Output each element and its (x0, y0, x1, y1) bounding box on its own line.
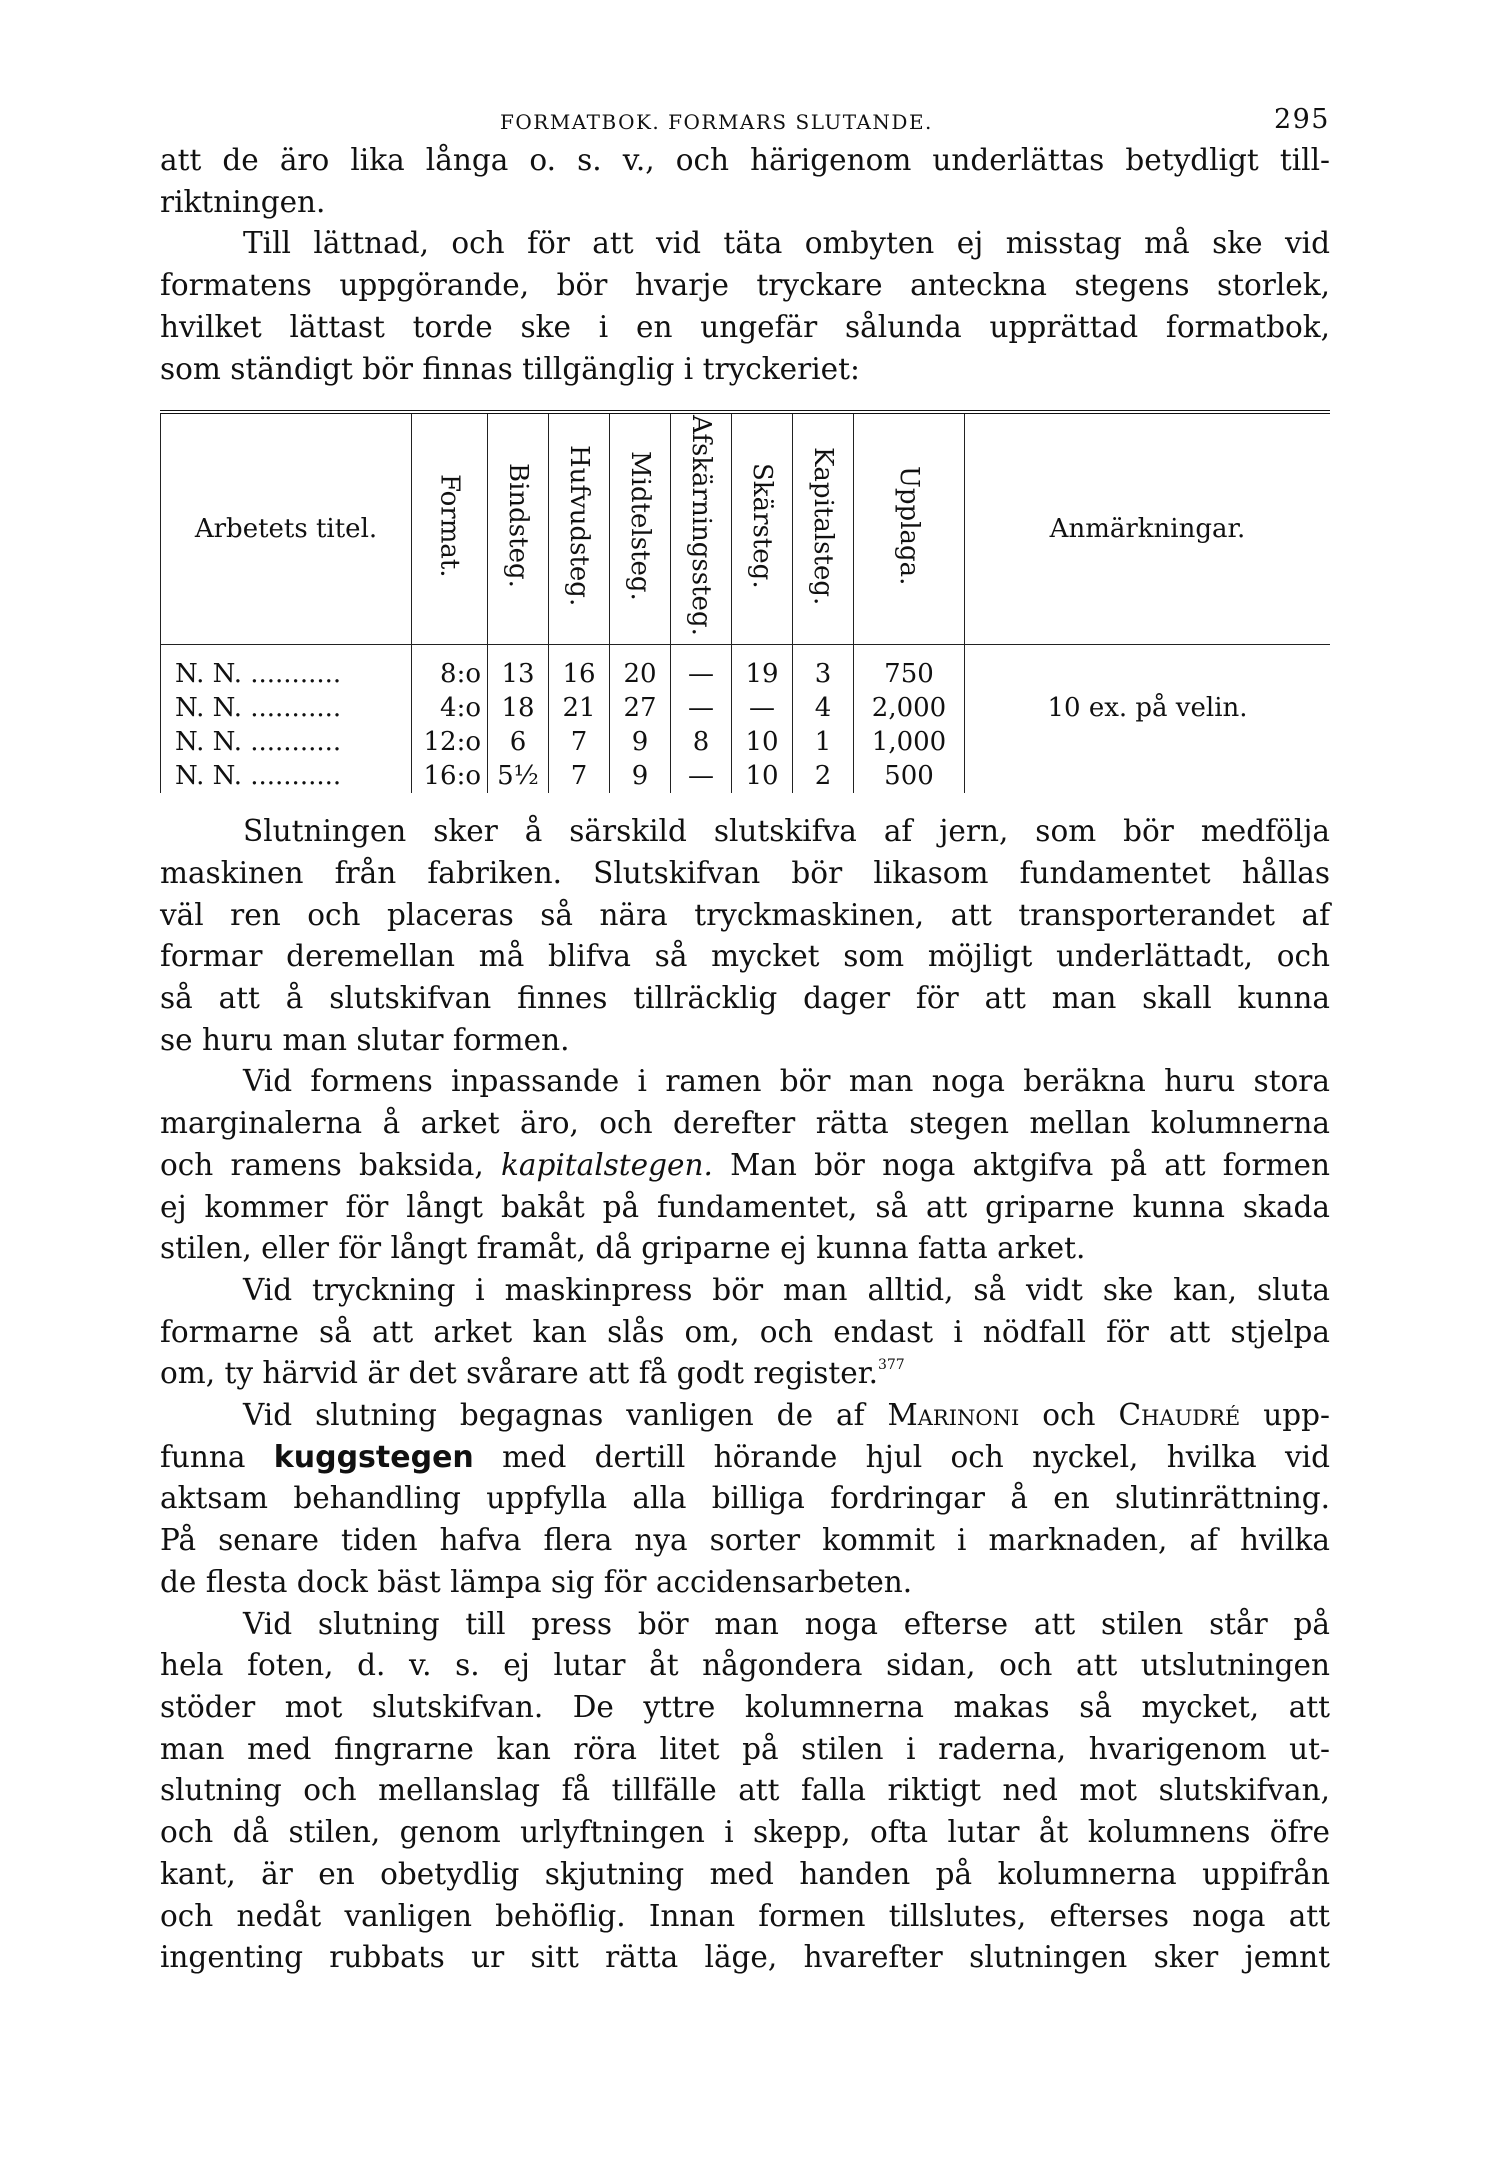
italic-term: kapitalstegen. (501, 1147, 713, 1182)
text-line: Vid tryckning i maskinpress bör man alltid, så vidt ske kan, sluta (243, 1272, 1330, 1307)
text-line: så att å slutskifvan finnes tillräcklig dager för att man skall kunna (160, 981, 1330, 1016)
table-row: N. N. ........... 8:o 13 16 20 — 19 3 750 (161, 645, 1331, 692)
table-header-row (161, 412, 1331, 645)
paragraph-5 (160, 1270, 1330, 1395)
text-line: maskinen från fabriken. Slutskifvan bör likasom fundamentet hållas (160, 855, 1330, 890)
text-line: och då stilen, genom urlyftningen i skepp, ofta lutar åt kolumnens öfre (160, 1815, 1330, 1850)
col-header-hufvudsteg: Hufvudsteg. (549, 412, 610, 645)
formatbok-table-wrapper (160, 410, 1330, 793)
text-line: ingenting rubbats ur sitt rätta läge, hvarefter slutningen sker jemnt (160, 1940, 1330, 1975)
text-line: och ramens baksida, kapitalstegen. Man bör noga aktgifva på att formen (160, 1147, 1330, 1182)
bold-term: kuggstegen (273, 1439, 474, 1475)
table-row: N. N. ........... 16:o 5½ 7 9 — 10 2 500 (161, 759, 1331, 793)
text-line: På senare tiden hafva flera nya sorter kommit i marknaden, af hvilka (160, 1523, 1330, 1558)
running-title: FORMATBOK. FORMARS SLUTANDE. (500, 110, 933, 134)
text-line: att de äro lika långa o. s. v., och härigenom underlättas betydligt till- (160, 143, 1330, 177)
col-header-bindsteg: Bindsteg. (488, 412, 549, 645)
text-line: funna kuggstegen med dertill hörande hjul och nyckel, hvilka vid (160, 1439, 1330, 1475)
text-line: formar deremellan må blifva så mycket som möjligt underlättadt, och (160, 939, 1330, 974)
col-header-title: Arbetets titel. (161, 412, 412, 645)
paragraph-2 (160, 223, 1330, 390)
paragraph-1 (160, 140, 1330, 223)
text-line: Slutningen sker å särskild slutskifva af jern, som bör medfölja (243, 814, 1330, 849)
text-line: och nedåt vanligen behöflig. Innan formen tillslutes, efterses noga att (160, 1898, 1330, 1933)
text-line: riktningen. (160, 184, 326, 219)
text-line: man med fingrarne kan röra litet på stilen i raderna, hvarigenom ut- (160, 1731, 1330, 1766)
paragraph-7 (160, 1604, 1330, 1979)
paragraph-3 (160, 811, 1330, 1061)
paragraph-4 (160, 1061, 1330, 1270)
text-line: ej kommer för långt bakåt på fundamentet, så att griparne kunna skada (160, 1189, 1330, 1224)
text-line: Vid formens inpassande i ramen bör man noga beräkna huru stora (243, 1064, 1330, 1099)
text-line: om, ty härvid är det svårare att få godt register.$^{377}$ (160, 1356, 905, 1391)
col-header-skarsteg: Skärsteg. (732, 412, 793, 645)
text-line: som ständigt bör finnas tillgänglig i tryckeriet: (160, 351, 860, 386)
text-line: de flesta dock bäst lämpa sig för accidensarbeten. (160, 1564, 913, 1599)
col-header-upplaga: Upplaga. (854, 412, 965, 645)
col-header-kapitalsteg: Kapitalsteg. (793, 412, 854, 645)
page-number: 295 (1273, 104, 1330, 135)
col-header-format: Format. (412, 412, 488, 645)
text-line: marginalerna å arket äro, och derefter rätta stegen mellan kolumnerna (160, 1106, 1330, 1141)
text-line: stöder mot slutskifvan. De yttre kolumnerna makas så mycket, att (160, 1689, 1330, 1724)
text-line: aktsam behandling uppfylla alla billiga fordringar å en slutinrättning. (160, 1481, 1330, 1516)
text-line: slutning och mellanslag få tillfälle att falla riktigt ned mot slutskifvan, (160, 1773, 1330, 1808)
col-header-midtelsteg: Midtelsteg. (610, 412, 671, 645)
text-line: hvilket lättast torde ske i en ungefär sålunda upprättad formatbok, (160, 309, 1330, 344)
col-header-anmarkningar: Anmärkningar. (965, 412, 1331, 645)
page (160, 100, 1330, 1979)
text-line: formatens uppgörande, bör hvarje tryckare anteckna stegens storlek, (160, 268, 1330, 303)
text-line: väl ren och placeras så nära tryckmaskinen, att transporterandet af (160, 897, 1330, 932)
text-line: se huru man slutar formen. (160, 1022, 570, 1057)
running-head (160, 100, 1330, 140)
footnote-ref: 377 (877, 1357, 905, 1374)
text-line: stilen, eller för långt framåt, då griparne ej kunna fatta arket. (160, 1231, 1086, 1266)
text-line: hela foten, d. v. s. ej lutar åt någondera sidan, och att utslutningen (160, 1648, 1330, 1683)
text-line: kant, är en obetydlig skjutning med handen på kolumnerna uppifrån (160, 1856, 1330, 1891)
text-line: Vid slutning begagnas vanligen de af Marinoni och Chaudré upp- (243, 1398, 1330, 1433)
text-line: Till lättnad, och för att vid täta ombyten ej misstag må ske vid (243, 226, 1330, 261)
text-line: formarne så att arket kan slås om, och endast i nödfall för att stjelpa (160, 1314, 1330, 1349)
table-row: N. N. ........... 12:o 6 7 9 8 10 1 1,000 (161, 725, 1331, 759)
text-line: Vid slutning till press bör man noga efterse att stilen står på (243, 1606, 1330, 1641)
formatbok-table (160, 410, 1330, 793)
paragraph-6 (160, 1395, 1330, 1604)
name-chaudre: Chaudré (1118, 1398, 1241, 1433)
table-row: N. N. ........... 4:o 18 21 27 — — 4 2,000 10 ex. på velin. (161, 691, 1331, 725)
name-marinoni: Marinoni (887, 1398, 1020, 1433)
col-header-afskarningssteg: Afskärningssteg. (671, 412, 732, 645)
